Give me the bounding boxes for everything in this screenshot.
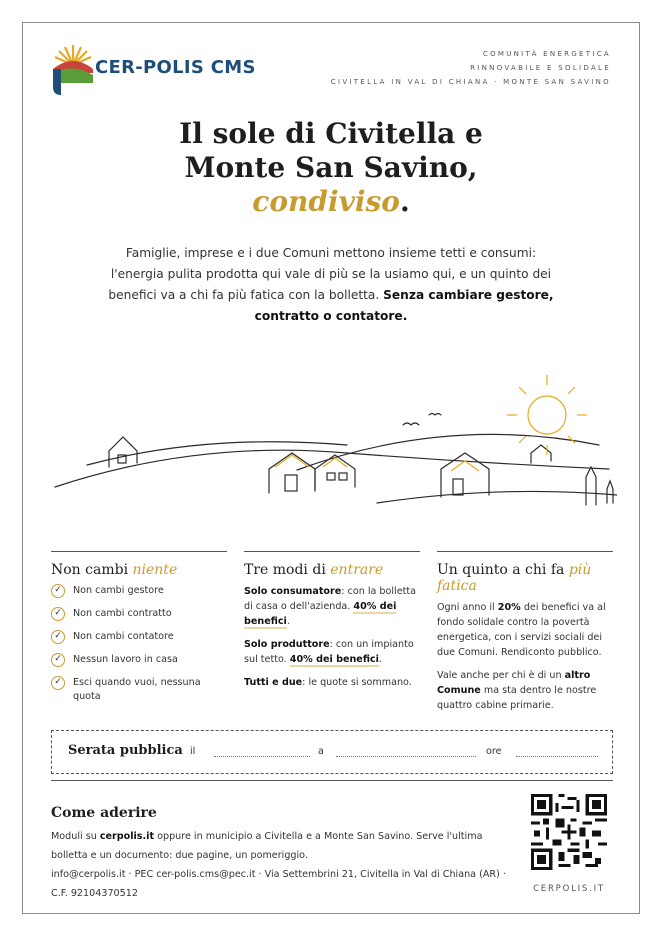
- date-label: il: [190, 746, 196, 757]
- sun-logo-icon: [49, 39, 97, 99]
- page-title: Il sole di Civitella e Monte San Savino, condiviso.: [179, 117, 483, 218]
- column-no-changes: [51, 551, 227, 713]
- time-label: ore: [486, 746, 502, 757]
- column-title: Un quinto a chi fa più fatica: [437, 562, 592, 594]
- way-producer: Solo produttore: con un impianto sul tetto. 40% dei benefici.: [244, 639, 414, 665]
- landscape-illustration: [47, 345, 617, 515]
- list-item: ✓ Non cambi contatore: [51, 630, 227, 644]
- list-item: ✓ Nessun lavoro in casa: [51, 653, 227, 667]
- qr-code[interactable]: [531, 794, 607, 870]
- other-municipality: Vale anche per chi è di un altro Comune ma sta dentro le nostre quattro cabine primarie.: [437, 670, 597, 711]
- list-item: ✓ Esci quando vuoi, nessuna quota: [51, 676, 227, 704]
- check-icon: ✓: [51, 630, 65, 644]
- event-title: Serata pubblica: [68, 743, 183, 758]
- column-title: Tre modi di entrare: [244, 562, 384, 578]
- intro-paragraph: Famiglie, imprese e i due Comuni mettono insieme tetti e consumi: l'energia pulita prodotta qui vale di più se la usiamo qui, e un quinto dei benefici va a chi fa più fatica con la bolletta. Senza cambiare gestore, contratto o contatore.: [108, 246, 554, 323]
- checklist: [51, 584, 227, 704]
- site-link[interactable]: cerpolis.it: [99, 831, 155, 842]
- headline-accent: condiviso: [252, 185, 400, 218]
- list-item: ✓ Non cambi gestore: [51, 584, 227, 598]
- brand-tagline: COMUNITÀ ENERGETICA RINNOVABILE E SOLIDALE CIVITELLA IN VAL DI CHIANA · MONTE SAN SAVINO: [330, 50, 611, 86]
- time-blank: [516, 756, 598, 757]
- check-icon: ✓: [51, 584, 65, 598]
- qr-caption: CERPOLIS.IT: [533, 884, 605, 894]
- check-icon: ✓: [51, 607, 65, 621]
- brand-name: CER-POLIS CMS: [95, 57, 256, 78]
- how-to-join-title: Come aderire: [51, 805, 157, 821]
- solidarity-fund: Ogni anno il 20% dei benefici va al fondo solidale contro la povertà energetica, con i servizi sociali dei due Comuni. Rendiconto pubblico.: [437, 602, 606, 658]
- contacts: info@cerpolis.it · PEC cer-polis.cms@pec.it · Via Settembrini 21, Civitella in Val di Chiana (AR) · C.F. 92104370512: [51, 869, 506, 899]
- way-consumer: Solo consumatore: con la bolletta di casa o dell'azienda. 40% dei benefici.: [244, 586, 417, 627]
- public-evening-box: [51, 730, 613, 774]
- divider: [51, 780, 613, 781]
- poster: [22, 22, 640, 914]
- date-blank: [214, 756, 310, 757]
- list-item: ✓ Non cambi contratto: [51, 607, 227, 621]
- column-title: Non cambi niente: [51, 562, 178, 578]
- how-to-join-text: Moduli su cerpolis.it oppure in municipio a Civitella e a Monte San Savino. Serve l'ultima bolletta e un documento: due pagine, un pomeriggio. info@cerpolis.it · PEC cer-polis.cms@pec.it · Via Settembrini 21, Civitella in Val di Chiana (AR) · C.F. 92104370512: [51, 827, 511, 903]
- column-solidarity: [437, 551, 613, 721]
- check-icon: ✓: [51, 676, 65, 690]
- column-three-ways: [244, 551, 420, 698]
- place-label: a: [318, 746, 324, 757]
- brand-logo: [49, 39, 269, 99]
- check-icon: ✓: [51, 653, 65, 667]
- place-blank: [336, 756, 476, 757]
- way-both: Tutti e due: le quote si sommano.: [244, 677, 412, 688]
